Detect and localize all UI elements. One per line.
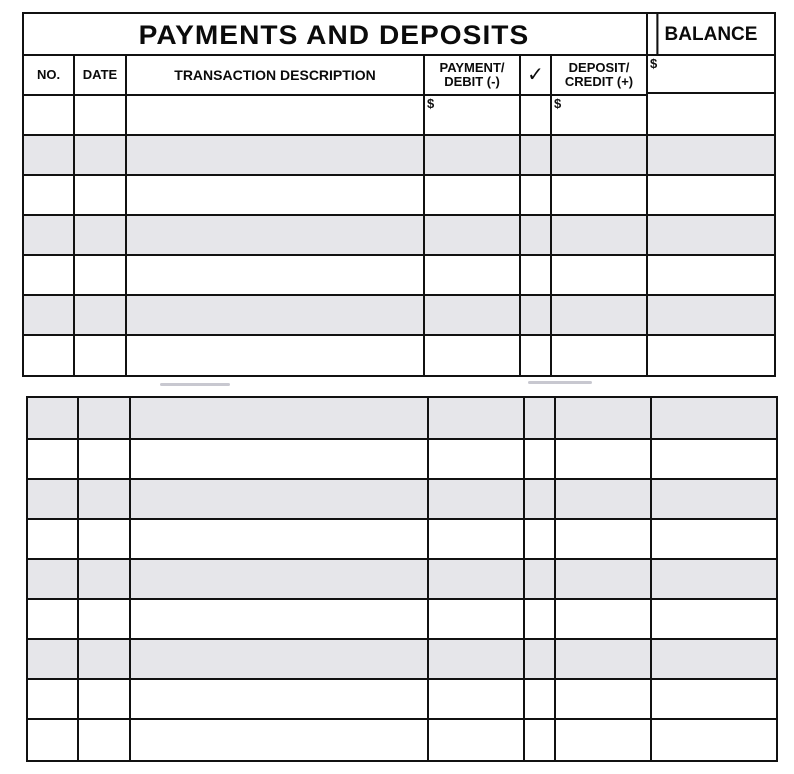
payment-label-line2: DEBIT (-)	[444, 74, 500, 89]
shaded-row	[24, 296, 774, 334]
deposit-dollar-sign: $	[554, 96, 562, 111]
column-line	[646, 14, 648, 375]
column-line	[77, 398, 79, 760]
column-header-payment	[425, 56, 519, 94]
row-line	[24, 334, 774, 336]
bottom-register-page	[26, 396, 778, 762]
perforation-mark	[160, 383, 230, 386]
column-line	[73, 54, 75, 375]
column-header-no: NO.	[36, 67, 61, 82]
deposit-label-line1: DEPOSIT/	[568, 60, 630, 75]
balance-header: BALANCE	[664, 24, 758, 45]
row-line	[28, 718, 776, 720]
row-line	[28, 478, 776, 480]
column-line	[554, 398, 556, 760]
column-line	[125, 54, 127, 375]
check-mark-icon: ✓	[527, 64, 544, 86]
row-line	[28, 638, 776, 640]
column-header-date: DATE	[82, 67, 118, 82]
column-line	[519, 54, 521, 375]
shaded-row	[28, 560, 776, 598]
shaded-row	[24, 216, 774, 254]
column-line	[550, 54, 552, 375]
page-title: PAYMENTS AND DEPOSITS	[12, 14, 659, 56]
row-line	[28, 438, 776, 440]
row-line	[24, 214, 774, 216]
shaded-row	[28, 398, 776, 438]
row-line	[28, 558, 776, 560]
shaded-row	[28, 480, 776, 518]
row-line	[24, 294, 774, 296]
shaded-row	[28, 640, 776, 678]
column-header-deposit	[552, 56, 646, 94]
row-line	[24, 174, 774, 176]
deposit-label-line2: CREDIT (+)	[564, 74, 634, 89]
payment-label-line1: PAYMENT/	[439, 60, 505, 75]
row-line	[24, 254, 774, 256]
perforation-mark	[528, 381, 592, 384]
balance-dollar-sign: $	[650, 56, 658, 71]
top-register-page	[22, 12, 776, 377]
column-line	[427, 398, 429, 760]
column-header-description: TRANSACTION DESCRIPTION	[174, 67, 376, 83]
row-line	[24, 134, 774, 136]
column-line	[129, 398, 131, 760]
column-line	[650, 398, 652, 760]
row-line	[28, 678, 776, 680]
shaded-row	[24, 136, 774, 174]
row-line	[28, 598, 776, 600]
payment-dollar-sign: $	[427, 96, 435, 111]
column-line	[523, 398, 525, 760]
row-line	[28, 518, 776, 520]
balance-row-line	[648, 92, 774, 94]
column-line	[423, 54, 425, 375]
